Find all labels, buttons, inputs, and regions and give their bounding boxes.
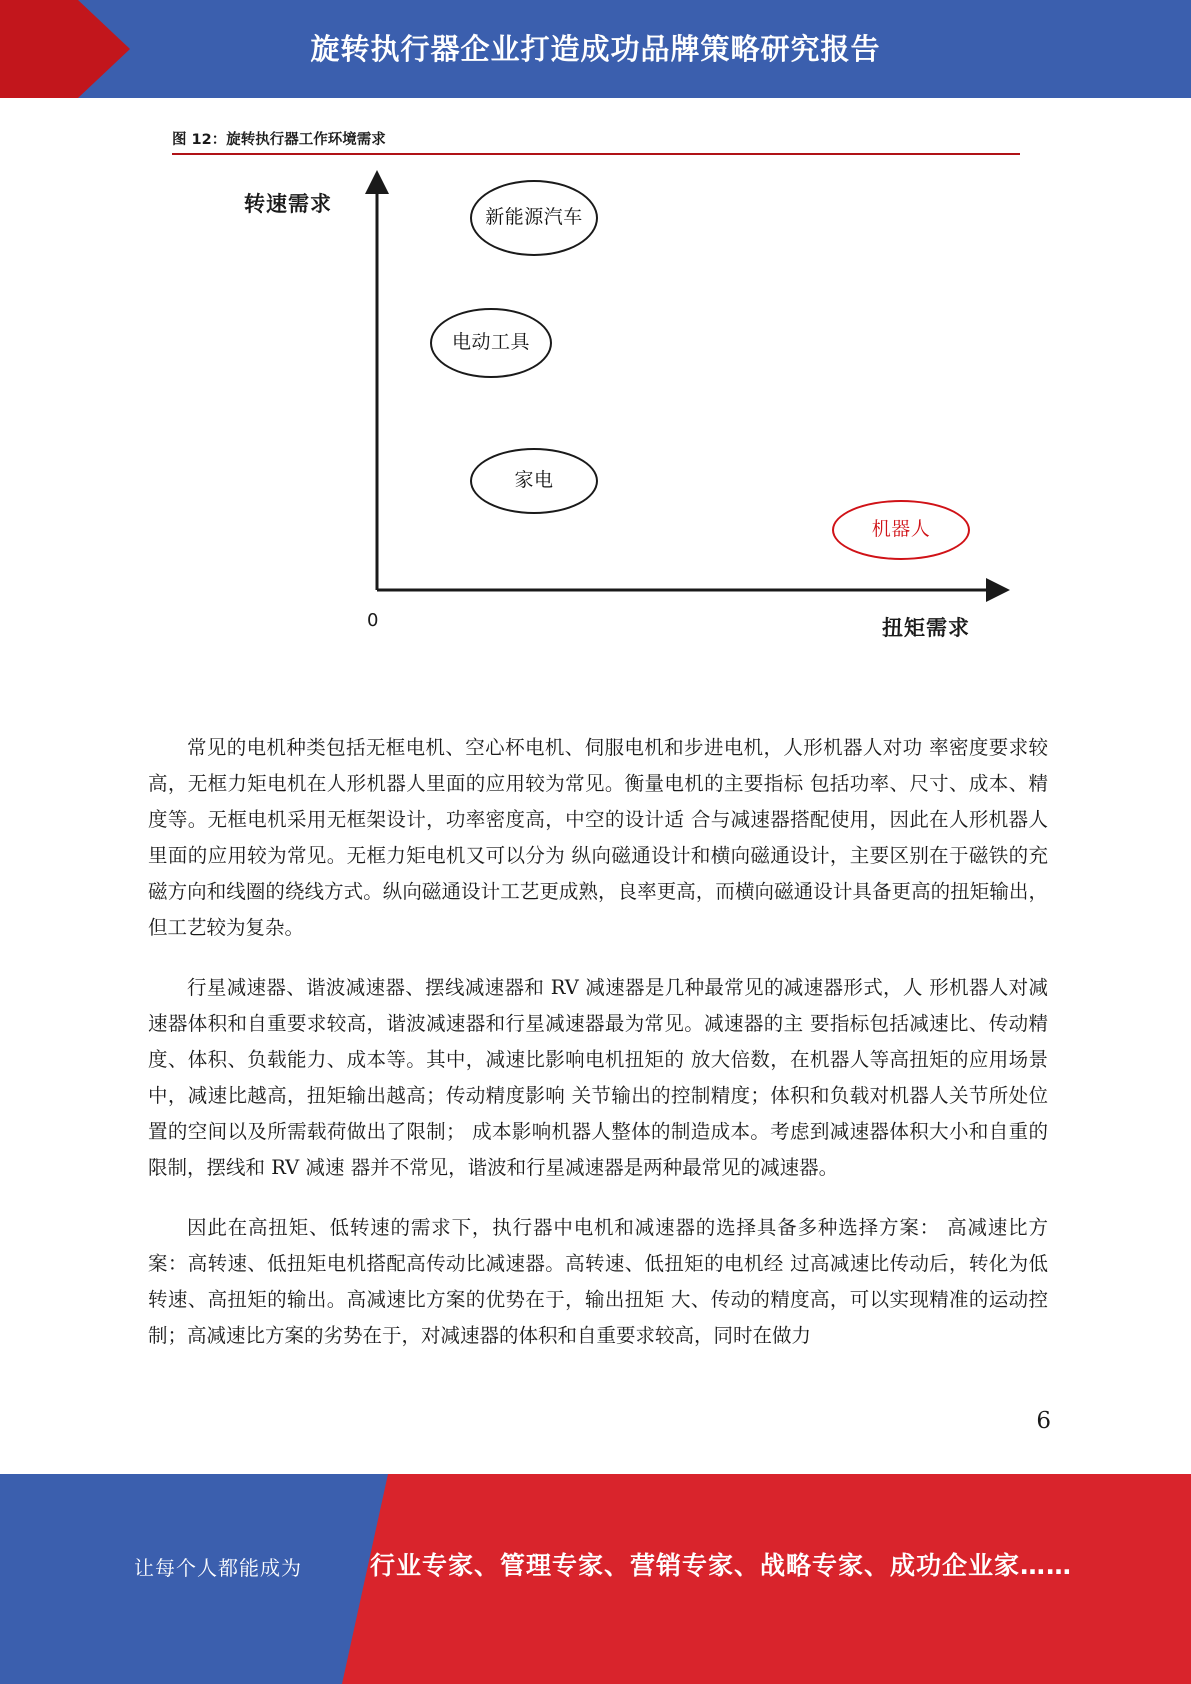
- y-axis-label: 转速需求: [244, 192, 332, 216]
- bubble-label: 机器人: [871, 518, 931, 541]
- figure-caption-rule: [172, 153, 1020, 155]
- header-title: 旋转执行器企业打造成功品牌策略研究报告: [310, 32, 881, 66]
- bubble-home-appliance: [470, 448, 598, 514]
- bubble-label-line1: 新能源汽车: [485, 206, 583, 229]
- paragraph-3: 因此在高扭矩、低转速的需求下，执行器中电机和减速器的选择具备多种选择方案： 高减速比方案：高转速、低扭矩电机搭配高传动比减速器。高转速、低扭矩的电机经 过高减速比传动后，转化为低转速、高扭矩的输出。高减速比方案的优势在于，输出扭矩 大、传动的精度高，可以实现精准的运动控制；高减速比方案的劣势在于，对减速器的体积和自重要求较高，同时在做力: [148, 1216, 1048, 1347]
- bubble-new-energy-vehicle: [470, 180, 598, 256]
- figure-caption: 图 12：旋转执行器工作环境需求: [172, 132, 386, 148]
- x-axis-label: 扭矩需求: [882, 616, 970, 640]
- figure-caption-block: [172, 128, 1020, 155]
- bubble-power-tools: [430, 308, 552, 378]
- paragraph-1: 常见的电机种类包括无框电机、空心杯电机、伺服电机和步进电机，人形机器人对功 率密度要求较高，无框力矩电机在人形机器人里面的应用较为常见。衡量电机的主要指标 包括功率、尺寸、成本、精度等。无框电机采用无框架设计，功率密度高，中空的设计适 合与减速器搭配使用，因此在人形机器人里面的应用较为常见。无框力矩电机又可以分为 纵向磁通设计和横向磁通设计，主要区别在于磁铁的充磁方向和线圈的绕线方式。纵向磁通设计工艺更成熟，良率更高，而横向磁通设计具备更高的扭矩输出，但工艺较为复杂。: [148, 736, 1048, 939]
- footer-slogan-left: 让每个人都能成为: [134, 1556, 302, 1580]
- page-header: [0, 0, 1191, 98]
- bubble-label: 家电: [514, 469, 554, 492]
- bubble-robot: [832, 500, 970, 560]
- body-text: [148, 730, 1048, 1378]
- figure-chart: [172, 160, 1020, 680]
- bubble-label: 电动工具: [451, 331, 530, 354]
- paragraph-2: 行星减速器、谐波减速器、摆线减速器和 RV 减速器是几种最常见的减速器形式，人 形机器人对减速器体积和自重要求较高，谐波减速器和行星减速器最为常见。减速器的主 要指标包括减速比、传动精度、体积、负载能力、成本等。其中，减速比影响电机扭矩的 放大倍数，在机器人等高扭矩的应用场景中，减速比越高，扭矩输出越高；传动精度影响 关节输出的控制精度；体积和负载对机器人关节所处位置的空间以及所需载荷做出了限制； 成本影响机器人整体的制造成本。考虑到减速器体积大小和自重的限制，摆线和 RV 减速 器并不常见，谐波和行星减速器是两种最常见的减速器。: [148, 976, 1048, 1179]
- footer-slogan-right: 行业专家、管理专家、营销专家、战略专家、成功企业家……: [370, 1551, 1073, 1580]
- chart-axes-svg: [172, 160, 1020, 660]
- origin-label: 0: [367, 610, 379, 631]
- page-number: 6: [1036, 1408, 1051, 1434]
- page-footer: [0, 1474, 1191, 1684]
